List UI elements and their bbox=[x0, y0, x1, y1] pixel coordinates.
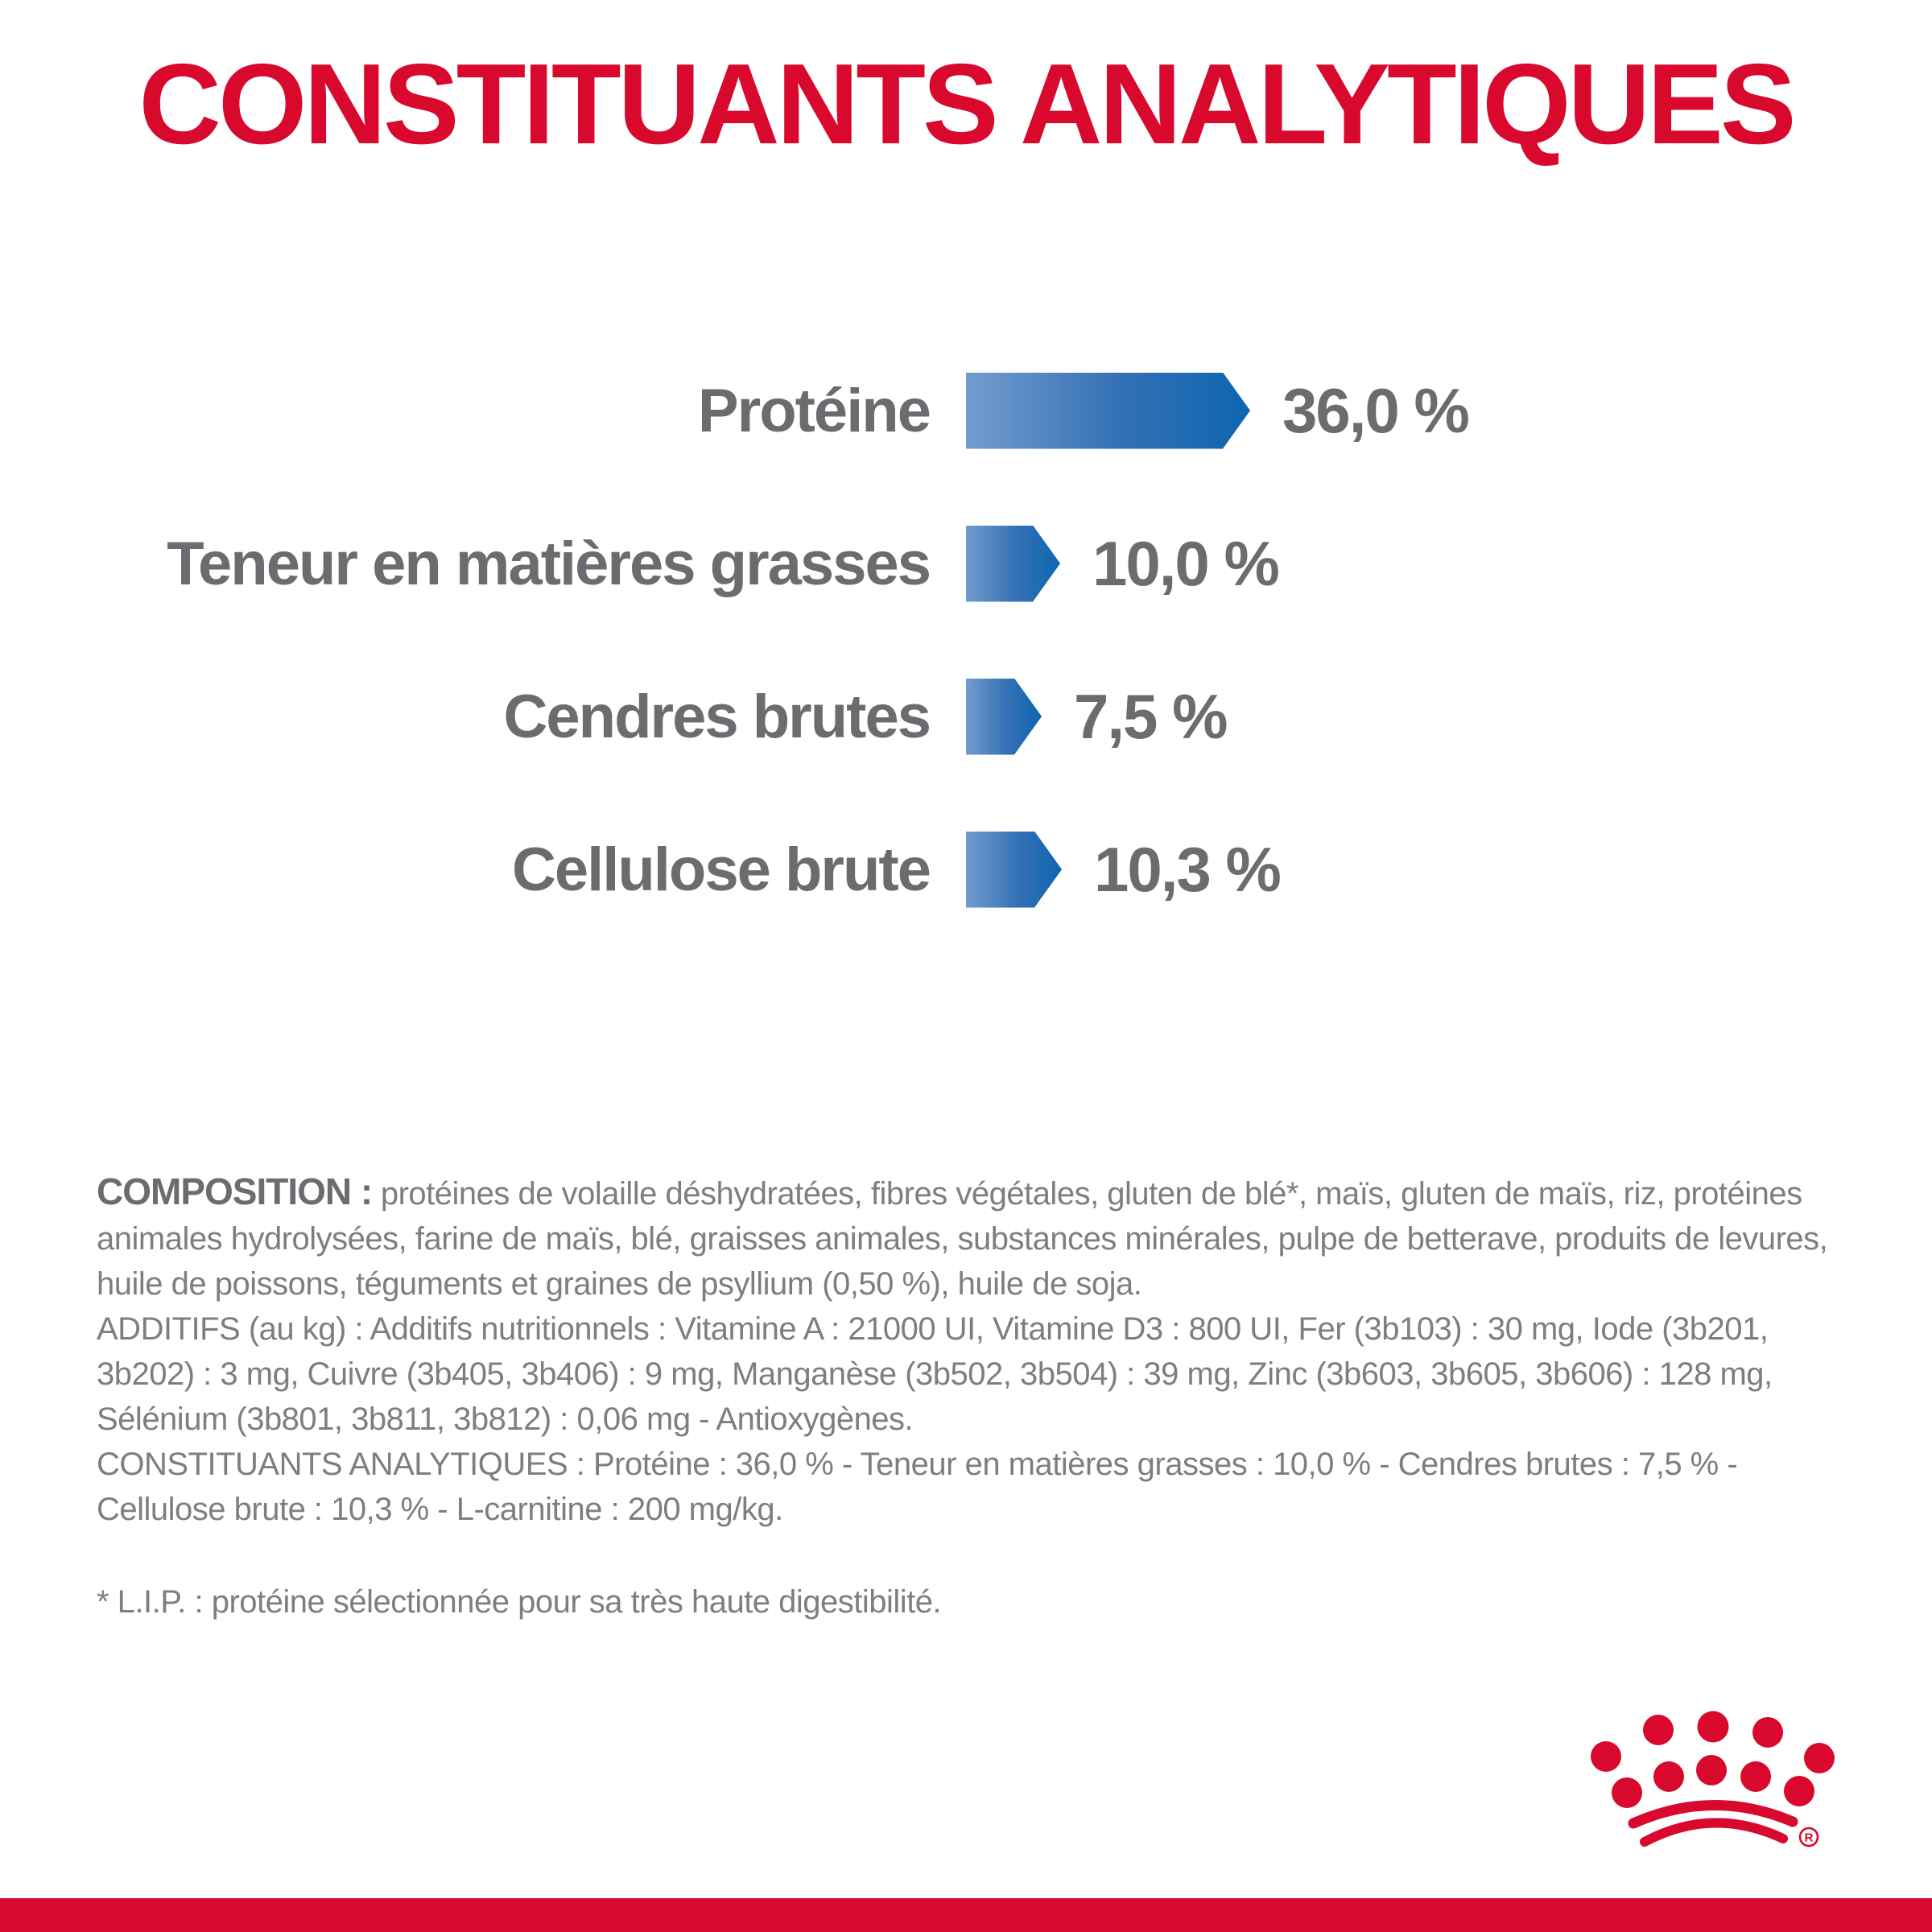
chart-row-cellulose-brute bbox=[0, 793, 1932, 946]
chart-row-matieres-grasses bbox=[0, 487, 1932, 640]
analytical-constituents-chart bbox=[0, 334, 1932, 946]
lip-footnote: * L.I.P. : protéine sélectionnée pour sa très haute digestibilité. bbox=[97, 1584, 942, 1620]
composition-lead: COMPOSITION : bbox=[97, 1170, 373, 1212]
crown-swoosh bbox=[1633, 1805, 1793, 1842]
additifs-paragraph: ADDITIFS (au kg) : Additifs nutritionnels : Vitamine A : 21000 UI, Vitamine D3 : 800 UI, Fer (3b103) : 30 mg, Iode (3b201, 3b202) : 3 mg, Cuivre (3b405, 3b406) : 9 mg, Manganèse (3b502, 3b504) : 39 mg, Zinc (3b603, 3b605, 3b606) : 128 mg, Sélénium (3b801, 3b811, 3b812) : 0,06 mg - Antioxygènes. bbox=[97, 1311, 1773, 1437]
bar-cendres-brutes bbox=[966, 679, 1042, 755]
page-title: CONSTITUANTS ANALYTIQUES bbox=[138, 40, 1794, 168]
composition-ingredients: protéines de volaille déshydratées, fibres végétales, gluten de blé*, maïs, gluten de maïs, riz, protéines animales hydrolysées, farine de maïs, blé, graisses animales, substances minérales, pulpe de betterave, produits de levures, huile de poissons, téguments et graines de psyllium (0,50 %), huile de soja. bbox=[97, 1176, 1828, 1302]
royal-canin-crown-logo bbox=[1580, 1700, 1847, 1860]
bar-value: 10,3 % bbox=[1094, 833, 1280, 905]
bar-label: Cellulose brute bbox=[512, 835, 930, 904]
svg-text:R: R bbox=[1804, 1831, 1814, 1845]
chart-row-cendres-brutes bbox=[0, 640, 1932, 793]
bar-label: Protéine bbox=[697, 376, 930, 445]
bar-value: 36,0 % bbox=[1282, 374, 1468, 446]
bar-value: 7,5 % bbox=[1074, 680, 1227, 752]
bar-value: 10,0 % bbox=[1092, 527, 1278, 599]
composition-block bbox=[97, 1169, 1843, 1532]
constituants-paragraph: CONSTITUANTS ANALYTIQUES : Protéine : 36,0 % - Teneur en matières grasses : 10,0 % - Cendres brutes : 7,5 % - Cellulose brute : 10,3 % - L-carnitine : 200 mg/kg. bbox=[97, 1447, 1738, 1527]
crown-dots bbox=[1591, 1711, 1835, 1809]
bar-cellulose-brute bbox=[966, 832, 1062, 908]
composition-paragraph bbox=[97, 1169, 1843, 1307]
bar-proteine bbox=[966, 373, 1250, 449]
bar-label: Cendres brutes bbox=[503, 682, 930, 751]
bottom-red-band bbox=[0, 1898, 1932, 1932]
bar-matieres-grasses bbox=[966, 526, 1060, 602]
chart-row-proteine bbox=[0, 334, 1932, 487]
registered-trademark-icon bbox=[1800, 1828, 1818, 1846]
bar-label: Teneur en matières grasses bbox=[167, 529, 930, 598]
